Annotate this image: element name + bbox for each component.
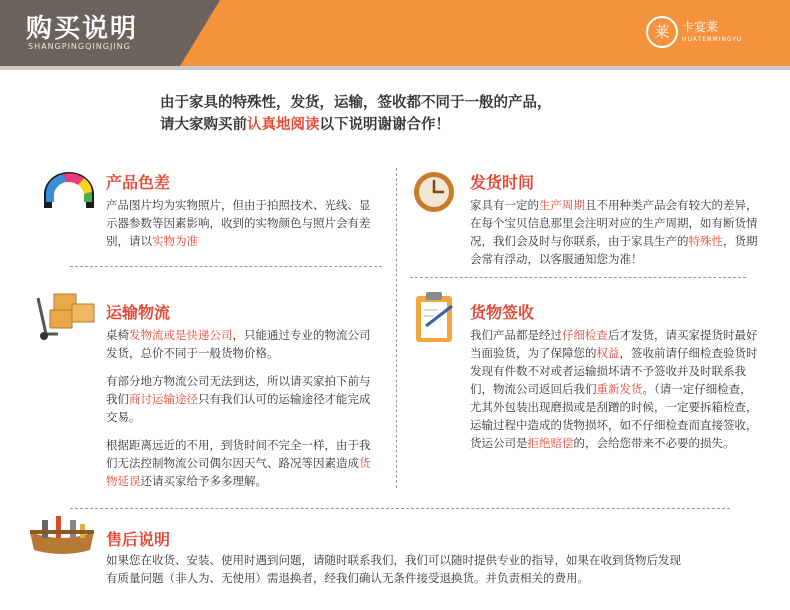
section-body-after-sales [106, 551, 766, 587]
bottom-divider [70, 508, 730, 509]
section-body-delivery [470, 196, 760, 268]
clipboard-icon [412, 290, 460, 344]
header-stripe [0, 66, 790, 70]
right-divider [410, 277, 746, 278]
signing-text-3: ，签收前请仔细检查验货时发现有件数不对或者运输损坏请不予签收并及时联系我们，物流公司返回后我们 [470, 346, 758, 396]
logistics-para-2-highlight: 商讨运输途径 [129, 392, 198, 406]
color-text-highlight: 实物为准 [152, 234, 198, 248]
signing-highlight-4: 拒绝赔偿 [527, 436, 574, 450]
signing-highlight-1: 仔细检查 [562, 328, 608, 342]
brand-logo [646, 14, 776, 54]
signing-highlight-2: 权益 [596, 346, 620, 360]
logistics-para-2 [106, 372, 381, 426]
after-sales-line-1: 如果您在收货、安装、使用时遇到问题，请随时联系我们，我们可以随时提供专业的指导，如果在收到货物后发现 [106, 553, 681, 567]
header-wedge [180, 0, 220, 66]
signing-text-1: 我们产品都是经过 [470, 328, 562, 342]
intro-text [160, 92, 720, 136]
intro-line-2-post: 以下说明谢谢合作！ [319, 117, 450, 133]
section-body-logistics [106, 326, 381, 500]
logistics-para-1-highlight: 发物流或是快递公司 [129, 328, 233, 342]
logistics-para-1-post: ，只能通过专业的物流公司发货，总价不同于一般货物价格。 [106, 328, 371, 360]
delivery-text-1: 家具有一定的 [470, 198, 539, 212]
page-title: 购买说明 [26, 14, 139, 44]
brand-subtitle: HUATENMINGYU [682, 36, 743, 43]
after-sales-line-2: 有质量问题（非人为、无使用）需退换者，经我们确认无条件接受退换货。并负责相关的费用。 [106, 571, 589, 585]
section-title-after-sales: 售后说明 [106, 530, 171, 549]
delivery-highlight-2: 特殊性 [688, 234, 723, 248]
header-bar [0, 0, 790, 66]
color-text: 产品图片均为实物照片，但由于拍照技术、光线、显示器参数等因素影响，收到的实物颜色与照片会有差别，请以 [106, 198, 371, 248]
intro-line-2-pre: 请大家购买前 [160, 117, 247, 133]
intro-line-2 [160, 114, 720, 136]
brand-char: 莱 [646, 16, 678, 48]
logistics-para-1 [106, 326, 381, 362]
section-title-logistics: 运输物流 [106, 303, 171, 322]
signing-text-4: 。（请一定仔细检查，尤其外包装出现磨损或是刮蹭的时候，一定要拆箱检查，运输过程中造成的货物损坏，如不仔细检查而直接签收，货运公司是 [470, 382, 758, 450]
section-body-signing [470, 326, 762, 452]
section-title-signing: 货物签收 [470, 303, 535, 322]
section-title-delivery: 发货时间 [470, 173, 535, 192]
vertical-divider [396, 168, 397, 488]
signing-highlight-3: 重新发货 [596, 382, 643, 396]
delivery-highlight-1: 生产周期 [539, 198, 585, 212]
signing-text-2: 后才发货，请买家提货时最好当面验货，为了保障您的 [470, 328, 758, 360]
section-title-color: 产品色差 [106, 173, 171, 192]
delivery-text-2: 且不用种类产品会有较大的差异，在每个宝贝信息那里会注明对应的生产周期，如有断货情况，我们会及时与你联系，由于家具生产的 [470, 198, 758, 248]
delivery-text-3: ，货期会常有浮动，以客服通知您为准！ [470, 234, 758, 266]
section-body-color [106, 196, 376, 250]
logistics-para-1-pre: 桌椅 [106, 328, 129, 342]
hand-truck-boxes-icon [28, 290, 98, 342]
logistics-para-3-highlight: 货物延误 [106, 456, 371, 488]
logistics-para-3 [106, 436, 381, 490]
logistics-para-3-post: 还请买家给予多多理解。 [140, 474, 267, 488]
signing-text-5: 的，会给您带来不必要的损失。 [573, 436, 735, 450]
brand-name: 卡宴莱 [682, 20, 719, 34]
logistics-para-3-pre: 根据距离远近的不用，到货时间不完全一样，由于我们无法控制物流公司偶尔因天气、路况等因素造成 [106, 438, 371, 470]
clock-icon [412, 170, 456, 214]
left-divider [70, 266, 382, 267]
tool-belt-icon [26, 514, 98, 556]
page-subtitle: SHANGPINGQINGJING [28, 42, 131, 51]
intro-line-2-highlight: 认真地阅读 [247, 117, 320, 133]
logistics-para-2-post: 只有我们认可的运输途径才能完成交易。 [106, 392, 371, 424]
logistics-para-2-pre: 有部分地方物流公司无法到达，所以请买家拍下前与我们 [106, 374, 371, 406]
rainbow-icon [40, 168, 98, 210]
intro-line-1: 由于家具的特殊性，发货，运输，签收都不同于一般的产品， [160, 95, 552, 111]
